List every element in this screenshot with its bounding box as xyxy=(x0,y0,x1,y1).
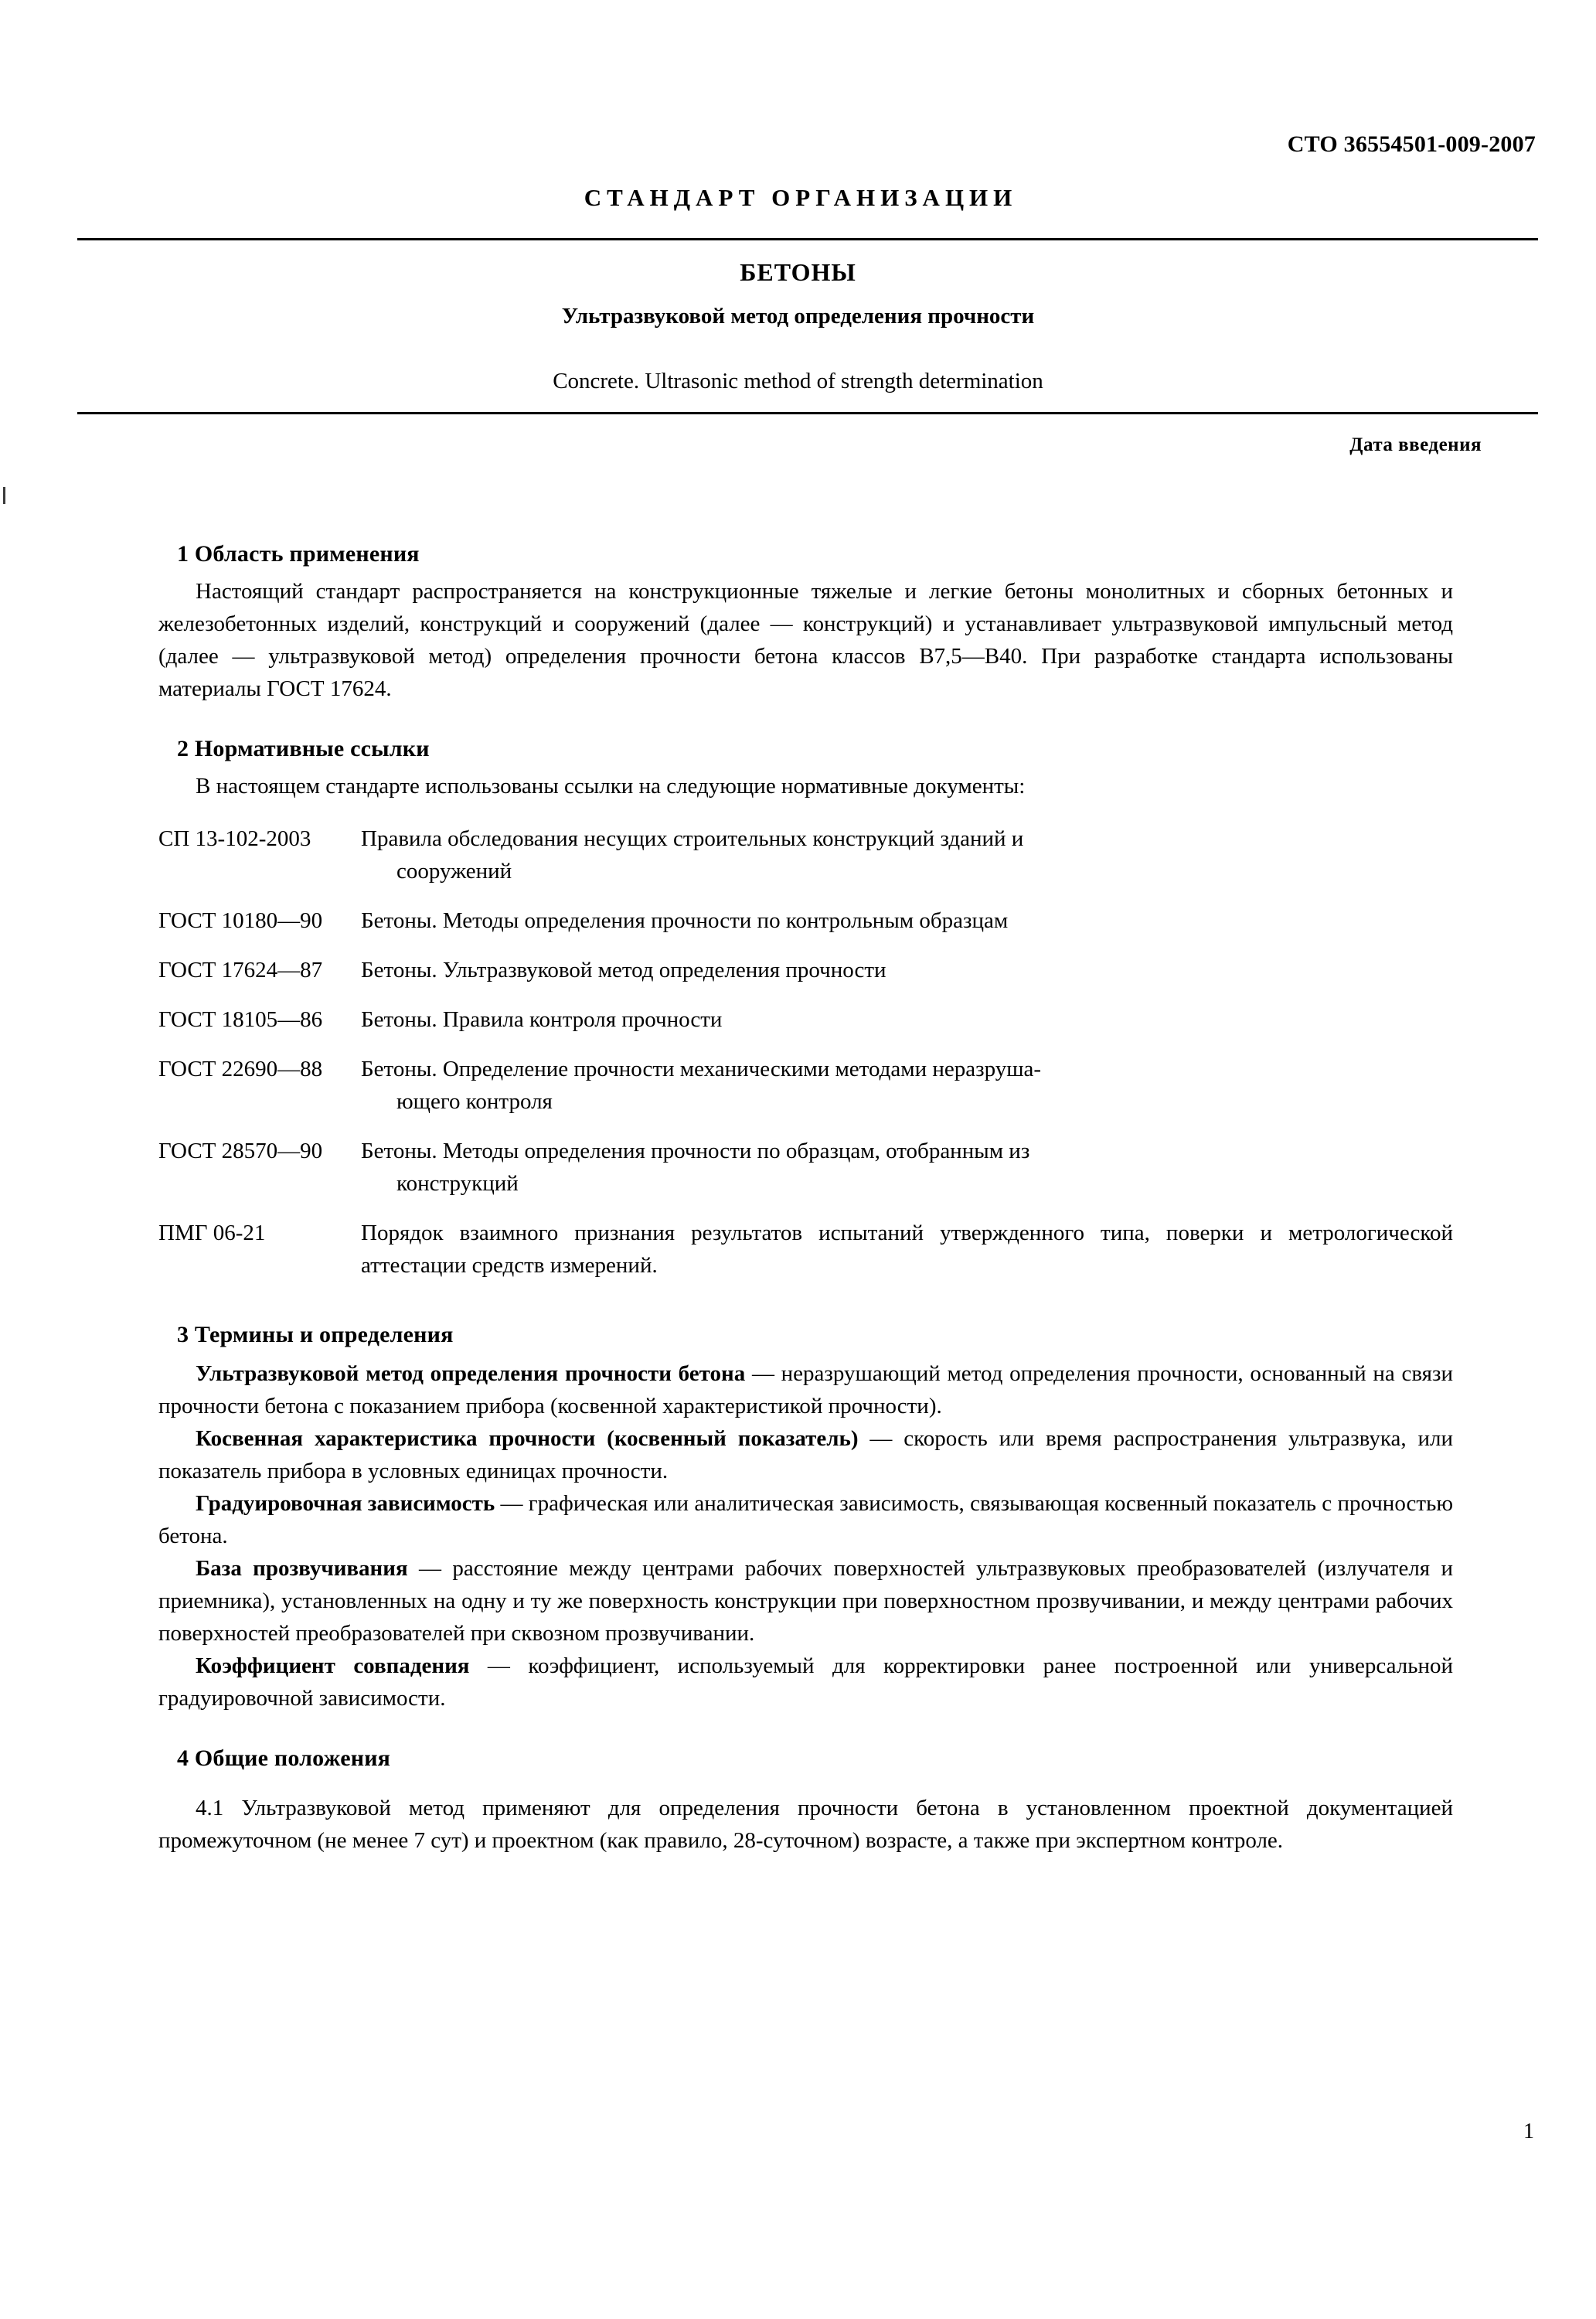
reference-title xyxy=(361,954,1453,986)
document-code: СТО 36554501-009-2007 xyxy=(1287,131,1536,157)
reference-title-line2: сооружений xyxy=(396,859,512,884)
reference-row xyxy=(158,904,1453,937)
margin-tick-mark xyxy=(3,487,5,504)
reference-title: Порядок взаимного признания результатов испытаний утвержденного типа, поверки и метрологической аттестации средств измерений. xyxy=(361,1221,1453,1278)
reference-row xyxy=(158,1135,1453,1200)
spacer xyxy=(158,1715,1453,1745)
terms-definitions-list xyxy=(158,1357,1453,1715)
reference-title xyxy=(361,904,1453,937)
reference-title xyxy=(361,822,1453,887)
standard-organization-heading: СТАНДАРТ ОРГАНИЗАЦИИ xyxy=(584,184,1018,211)
section-4-heading: 4 Общие положения xyxy=(177,1745,391,1771)
section-3-heading: 3 Термины и определения xyxy=(177,1322,454,1347)
section-4-paragraph: 4.1 Ультразвуковой метод применяют для определения прочности бетона в установленном проектной документацией промежуточном (не менее 7 сут) и проектном (как правило, 28-суточном) возрасте, а также при экспертном контроле. xyxy=(158,1796,1453,1853)
reference-code: СП 13-102-2003 xyxy=(158,826,311,851)
definition-term: Ультразвуковой метод определения прочности бетона xyxy=(196,1361,746,1386)
reference-row xyxy=(158,1053,1453,1118)
spacer xyxy=(158,1299,1453,1322)
page-number: 1 xyxy=(1523,2120,1534,2144)
definition-body: — расстояние между центрами рабочих поверхностей ультразвуковых преобразователей (излучателя и приемника), установленных на одну и ту же поверхность конструкции при поверхностном прозвучивании, и между центрами рабочих поверхностей преобразователей при сквозном прозвучивании. xyxy=(158,1556,1453,1646)
definition-term: Коэффициент совпадения xyxy=(196,1653,470,1678)
section-2-intro: В настоящем стандарте использованы ссылки на следующие нормативные документы: xyxy=(196,774,1026,799)
page-subtitle-en: Concrete. Ultrasonic method of strength determination xyxy=(553,369,1043,393)
reference-row xyxy=(158,822,1453,887)
definition-body: — коэффициент, используемый для корректировки ранее построенной или универсальной градуировочной зависимости. xyxy=(158,1653,1453,1711)
definition-term: Косвенная характеристика прочности (косвенный показатель) xyxy=(196,1426,859,1451)
reference-title-line1: Бетоны. Методы определения прочности по контрольным образцам xyxy=(361,908,1009,933)
definition-term: База прозвучивания xyxy=(196,1556,408,1581)
reference-row xyxy=(158,954,1453,986)
reference-code: ГОСТ 18105—86 xyxy=(158,1007,323,1032)
reference-row xyxy=(158,1003,1453,1036)
section-2-heading: 2 Нормативные ссылки xyxy=(177,736,430,761)
section-1-heading: 1 Область применения xyxy=(177,541,420,567)
reference-title xyxy=(361,1053,1453,1118)
definition-body: — неразрушающий метод определения прочности, основанный на связи прочности бетона с показанием прибора (косвенной характеристикой прочности). xyxy=(158,1361,1453,1418)
reference-title-line2: конструкций xyxy=(396,1171,519,1196)
definition-body: — графическая или аналитическая зависимость, связывающая косвенный показатель с прочностью бетона. xyxy=(158,1491,1453,1548)
reference-title-line1: Бетоны. Ультразвуковой метод определения прочности xyxy=(361,958,886,982)
document-body xyxy=(158,541,1453,1857)
definition-item xyxy=(158,1552,1453,1650)
reference-title-line1: Бетоны. Правила контроля прочности xyxy=(361,1007,723,1032)
reference-code: ГОСТ 28570—90 xyxy=(158,1139,323,1163)
section-1-paragraph: Настоящий стандарт распространяется на конструкционные тяжелые и легкие бетоны монолитных и сборных бетонных и железобетонных изделий, конструкций и сооружений (далее — конструкций) и устанавливает ультразвуковой импульсный метод (далее — ультразвуковой метод) определения прочности бетона классов В7,5—В40. При разработке стандарта использованы материалы ГОСТ 17624. xyxy=(158,579,1453,701)
definition-body: — скорость или время распространения ультразвука, или показатель прибора в условных единицах прочности. xyxy=(158,1426,1453,1483)
reference-code: ГОСТ 22690—88 xyxy=(158,1057,323,1081)
definition-item xyxy=(158,1487,1453,1552)
reference-row xyxy=(158,1217,1453,1282)
reference-code: ГОСТ 10180—90 xyxy=(158,908,323,933)
definition-term: Градуировочная зависимость xyxy=(196,1491,495,1516)
date-of-introduction-label: Дата введения xyxy=(1349,434,1482,455)
definition-item xyxy=(158,1422,1453,1487)
reference-code: ПМГ 06-21 xyxy=(158,1221,266,1245)
spacer xyxy=(158,705,1453,736)
page-subtitle-ru: Ультразвуковой метод определения прочности xyxy=(561,304,1035,329)
reference-title-line1: Бетоны. Методы определения прочности по образцам, отобранным из xyxy=(361,1139,1030,1163)
header-divider-top xyxy=(77,238,1538,240)
reference-title-line1: Бетоны. Определение прочности механическими методами неразруша- xyxy=(361,1057,1042,1081)
reference-title-line2: ющего контроля xyxy=(396,1089,553,1114)
reference-title xyxy=(361,1135,1453,1200)
page-title: БЕТОНЫ xyxy=(740,258,856,286)
normative-reference-list xyxy=(158,822,1453,1282)
reference-title-line1: Правила обследования несущих строительных конструкций зданий и xyxy=(361,826,1024,851)
spacer xyxy=(158,1779,1453,1792)
header-divider-bottom xyxy=(77,412,1538,414)
reference-code: ГОСТ 17624—87 xyxy=(158,958,323,982)
definition-item xyxy=(158,1357,1453,1422)
definition-item xyxy=(158,1650,1453,1715)
reference-title xyxy=(361,1003,1453,1036)
